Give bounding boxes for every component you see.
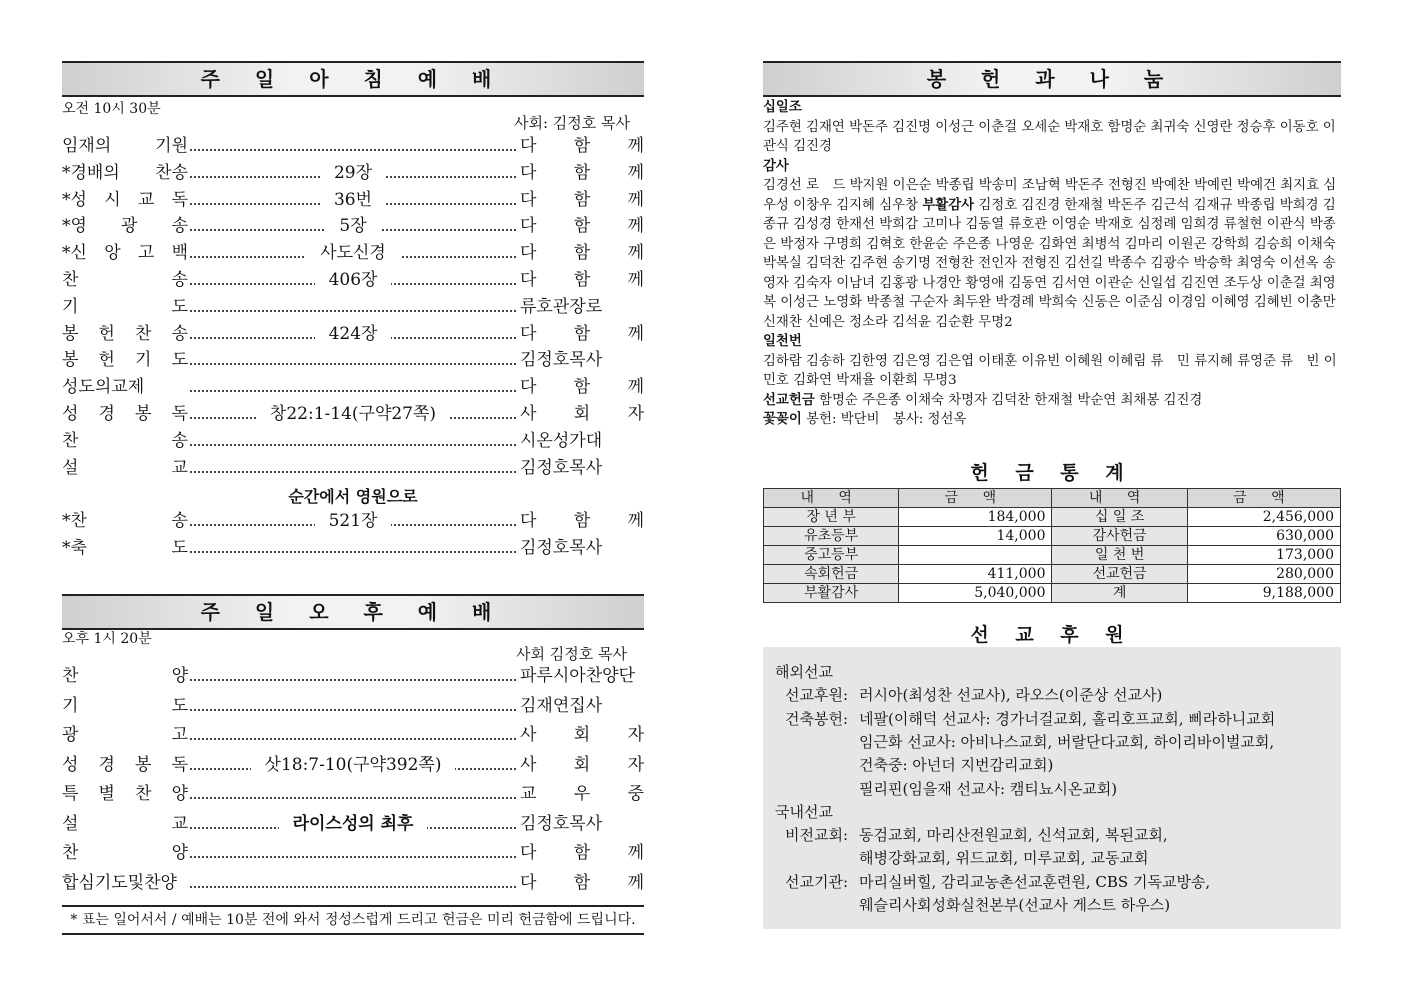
- support-section-heading: 국내선교: [775, 802, 833, 821]
- order-row: [62, 724, 644, 746]
- order-item-label: 기 도: [62, 296, 188, 317]
- order-item-label: 성 경 봉 독: [62, 754, 188, 775]
- order-item-label: *축 도: [62, 537, 188, 558]
- leader-dots: [190, 430, 516, 446]
- table-row: [764, 546, 1341, 565]
- support-detail: 웨슬리사회성화실천본부(선교사 게스트 하우스): [859, 896, 1171, 914]
- flower-names: 봉헌: 박단비 봉사: 정선옥: [806, 412, 967, 427]
- order-item-label: 기 도: [62, 695, 188, 716]
- tithe-names: 김주현 김재연 박돈주 김진명 이성근 이춘걸 오세순 박재호 함명순 최귀숙 신영란 정승후 이동호 이관식 김진경: [763, 119, 1336, 154]
- leader-dots: [190, 842, 516, 858]
- tithe-label: 십일조: [763, 99, 802, 115]
- order-item-label: 성도의교제: [62, 377, 145, 398]
- ilcheon-label: 일천번: [763, 333, 802, 349]
- support-category: 선교기관:: [785, 872, 849, 891]
- order-row: [62, 162, 644, 184]
- afternoon-host: 사회 김정호 목사: [516, 645, 627, 663]
- order-row: [62, 872, 644, 894]
- order-item-label: 설 교: [62, 813, 188, 834]
- order-item-label: 설 교: [62, 457, 188, 478]
- support-section-heading: 해외선교: [775, 663, 833, 681]
- order-row: [62, 135, 644, 157]
- order-item-leader: 김재연집사: [520, 695, 603, 716]
- order-item-detail: 창22:1-14(구약27쪽): [256, 404, 450, 424]
- order-item-leader: 교 우 중: [520, 784, 644, 804]
- order-row: [62, 510, 644, 532]
- leader-dots: [190, 872, 516, 888]
- order-row: [62, 783, 644, 805]
- stats-category: 유초등부: [764, 527, 899, 546]
- order-row: [62, 323, 644, 345]
- morning-service-header: 주 일 아 침 예 배: [62, 61, 644, 97]
- order-item-label: 봉 헌 찬 송: [62, 323, 188, 344]
- stats-amount: 630,000: [1187, 527, 1340, 546]
- order-item-leader: 시온성가대: [520, 430, 603, 451]
- stats-amount: [899, 546, 1052, 565]
- stats-amount: 2,456,000: [1187, 508, 1340, 527]
- support-detail: 마리실버힐, 감리교농촌선교훈련원, CBS 기독교방송,: [859, 872, 1211, 891]
- order-item-leader: 다 함 께: [520, 511, 644, 531]
- stats-category: 계: [1052, 584, 1187, 603]
- leader-dots: [190, 296, 516, 312]
- table-row: [764, 584, 1341, 603]
- order-item-label: 찬 송: [62, 430, 188, 451]
- stats-amount: 14,000: [899, 527, 1052, 546]
- support-detail: 동검교회, 마리산전원교회, 신석교회, 복된교회,: [859, 826, 1168, 845]
- thanks-label: 감사: [763, 157, 789, 174]
- table-row: [764, 565, 1341, 584]
- stats-amount: 411,000: [899, 565, 1052, 584]
- offering-list: [763, 98, 1341, 430]
- support-detail: 임근화 선교사: 아비나스교회, 버랄단다교회, 하이리바이벌교회,: [859, 732, 1275, 751]
- morning-time: 오전 10시 30분: [62, 101, 161, 117]
- order-item-detail: 424장: [315, 324, 392, 344]
- order-item-label: 찬 양: [62, 843, 188, 863]
- support-detail: 해병강화교회, 위드교회, 미루교회, 교동교회: [859, 849, 1149, 868]
- order-item-label: *영 광 송: [62, 216, 188, 237]
- order-item-leader: 다 함 께: [520, 189, 644, 210]
- order-row: [62, 296, 644, 318]
- sermon-title-morning: 순간에서 영원으로: [288, 487, 418, 506]
- order-item-leader: 사 회 자: [520, 404, 644, 424]
- order-row: [62, 813, 644, 835]
- afternoon-service-header: 주 일 오 후 예 배: [62, 594, 644, 630]
- order-item-detail: 406장: [315, 270, 392, 290]
- support-detail: 네팔(이해덕 선교사: 경가너걸교회, 홀리호프교회, 삐라하니교회: [859, 709, 1276, 728]
- offering-header: 봉 헌 과 나 눔: [763, 61, 1341, 97]
- order-item-leader: 다 함 께: [520, 216, 644, 237]
- stats-category: 부활감사: [764, 584, 899, 603]
- order-item-leader: 파루시아찬양단: [520, 666, 635, 686]
- order-item-label: 봉 헌 기 도: [62, 350, 188, 371]
- leader-dots: [190, 665, 516, 681]
- order-row: [62, 665, 644, 687]
- order-item-leader: 사 회 자: [520, 754, 644, 775]
- order-item-label: *경배의 찬송: [62, 162, 188, 183]
- stats-category: 장 년 부: [764, 508, 899, 527]
- order-item-leader: 김정호목사: [520, 537, 603, 558]
- support-title: 선 교 후 원: [970, 624, 1134, 646]
- order-item-label: *신 앙 고 백: [62, 243, 188, 264]
- order-item-leader: 다 함 께: [520, 136, 644, 156]
- order-item-label: *성 시 교 독: [62, 189, 188, 210]
- order-row: [62, 376, 644, 398]
- order-row: [62, 842, 644, 864]
- support-category: 비전교회:: [785, 826, 849, 845]
- stats-category: 중고등부: [764, 546, 899, 565]
- stats-header: 금 액: [899, 489, 1052, 508]
- order-item-detail: 5장: [325, 216, 380, 236]
- morning-host: 사회: 김정호 목사: [514, 114, 631, 132]
- stats-category: 선교헌금: [1052, 565, 1187, 584]
- order-item-label: 임재의 기원: [62, 136, 188, 156]
- easter-label: 부활감사: [922, 196, 975, 213]
- mission-offering-names: 함명순 주은종 이채숙 차명자 김덕찬 한재철 박순연 최채봉 김진경: [819, 392, 1203, 408]
- order-item-leader: 다 함 께: [520, 270, 644, 290]
- thanks-names-b: 김정호 김진경 한재철 박돈주 김근석 김재규 박종립 박희경 김종규 김성경 한재선 박희감 고미나 김동열 류호관 이영순 박재호 심정례 임희경 류철현 이관식 박종은 박정자 구명희 김혁호 한윤순 주은종 나영운 김화연 최병석 김마리 이원곤 강학희 김승희 이채숙 박복실 김덕찬 김주현 송기명 전형찬 전인자 전형진 김선길 박종수 김광수 박승학 최영숙 이선옥 송영자 김숙자 이남녀 김홍광 나경안 황영애 김동연 김서연 이관순 신일섭 김진연 조두상 이춘걸 최영복 이성근 노영화 박종철 구순자 최두완 박경례 박희숙 신동은 이준심 이경임 이혜영 김혜빈 이충만 신재찬 신예은 정소라 김석윤 김순환 무명2: [763, 197, 1336, 330]
- order-row: [62, 403, 644, 425]
- stats-header: 내 역: [764, 489, 899, 508]
- stats-category: 속회헌금: [764, 565, 899, 584]
- support-detail: 필리핀(임을재 선교사: 캠티뇨시온교회): [859, 779, 1118, 798]
- stats-header: 내 역: [1052, 489, 1187, 508]
- order-item-leader: 김정호목사: [520, 350, 603, 371]
- support-category: 건축봉헌:: [785, 709, 849, 728]
- order-item-leader: 김정호목사: [520, 457, 603, 478]
- afternoon-time: 오후 1시 20분: [62, 631, 152, 647]
- support-detail: 건축중: 아넌더 지번감리교회): [859, 756, 1054, 775]
- order-row: [62, 754, 644, 776]
- order-row: [62, 269, 644, 291]
- order-item-detail: 29장: [320, 163, 386, 183]
- ilcheon-names: 김하람 김송하 김한영 김은영 김은엽 이태훈 이유빈 이혜원 이혜림 류 민 류지혜 류영준 류 빈 이민호 김화연 박재율 이환희 무명3: [763, 353, 1337, 388]
- order-row: [62, 189, 644, 211]
- order-row: [62, 430, 644, 452]
- stats-header: 금 액: [1187, 489, 1340, 508]
- stats-title: 헌 금 통 계: [970, 462, 1134, 484]
- mission-offering-label: 선교헌금: [763, 391, 815, 408]
- support-detail: 러시아(최성찬 선교사), 라오스(이준상 선교사): [859, 686, 1163, 705]
- leader-dots: [190, 537, 516, 553]
- order-item-label: 광 고: [62, 725, 188, 745]
- order-row: [62, 537, 644, 559]
- leader-dots: [190, 457, 516, 473]
- stats-amount: 9,188,000: [1187, 584, 1340, 603]
- order-item-leader: 다 함 께: [520, 243, 644, 264]
- stats-amount: 184,000: [899, 508, 1052, 527]
- support-category: 선교후원:: [785, 686, 849, 705]
- order-row: [62, 242, 644, 264]
- order-item-detail: 사도신경: [306, 243, 400, 263]
- stats-category: 감사헌금: [1052, 527, 1187, 546]
- order-row: [62, 695, 644, 717]
- table-row: [764, 527, 1341, 546]
- order-item-label: 합심기도및찬양: [62, 872, 177, 893]
- leader-dots: [190, 376, 516, 392]
- stats-amount: 5,040,000: [899, 584, 1052, 603]
- stats-category: 십 일 조: [1052, 508, 1187, 527]
- stats-category: 일 천 번: [1052, 546, 1187, 565]
- leader-dots: [190, 695, 516, 711]
- order-item-label: 찬 양: [62, 666, 188, 686]
- thanks-names-a: 김경선 로 드 박지원 이은순 박종립 박송미 조남혁 박돈주 전형진 박예찬 박예린 박예건 최지효 심우성 이창우 김지혜 심우창: [763, 178, 1337, 213]
- order-item-leader: 다 함 께: [520, 843, 644, 863]
- order-item-leader: 류호관장로: [520, 296, 603, 317]
- leader-dots: [190, 724, 516, 740]
- offering-stats-table: [763, 488, 1341, 603]
- order-item-label: *찬 송: [62, 511, 188, 531]
- order-item-leader: 김정호목사: [520, 813, 603, 834]
- order-item-leader: 사 회 자: [520, 725, 644, 745]
- order-item-leader: 다 함 께: [520, 323, 644, 344]
- leader-dots: [190, 349, 516, 365]
- mission-support-box: [763, 647, 1341, 929]
- stats-amount: 280,000: [1187, 565, 1340, 584]
- order-row: [62, 457, 644, 479]
- order-item-detail: 36번: [320, 190, 386, 210]
- table-row: [764, 508, 1341, 527]
- order-item-label: 성 경 봉 독: [62, 404, 188, 424]
- order-row: [62, 215, 644, 237]
- flower-label: 꽃꽂이: [763, 411, 802, 427]
- leader-dots: [190, 135, 516, 151]
- order-item-detail: 삿18:7-10(구약392쪽): [251, 755, 456, 775]
- order-row: [62, 349, 644, 371]
- order-item-detail: 라이스성의 최후: [279, 814, 428, 834]
- footer-note: * 표는 일어서서 / 예배는 10분 전에 와서 정성스럽게 드리고 헌금은 미리 헌금함에 드립니다.: [62, 905, 644, 935]
- leader-dots: [190, 783, 516, 799]
- order-item-label: 특 별 찬 양: [62, 784, 188, 804]
- stats-amount: 173,000: [1187, 546, 1340, 565]
- order-item-leader: 다 함 께: [520, 872, 644, 893]
- order-item-leader: 다 함 께: [520, 377, 644, 398]
- order-item-label: 찬 송: [62, 270, 188, 290]
- order-item-leader: 다 함 께: [520, 162, 644, 183]
- order-item-detail: 521장: [315, 511, 392, 531]
